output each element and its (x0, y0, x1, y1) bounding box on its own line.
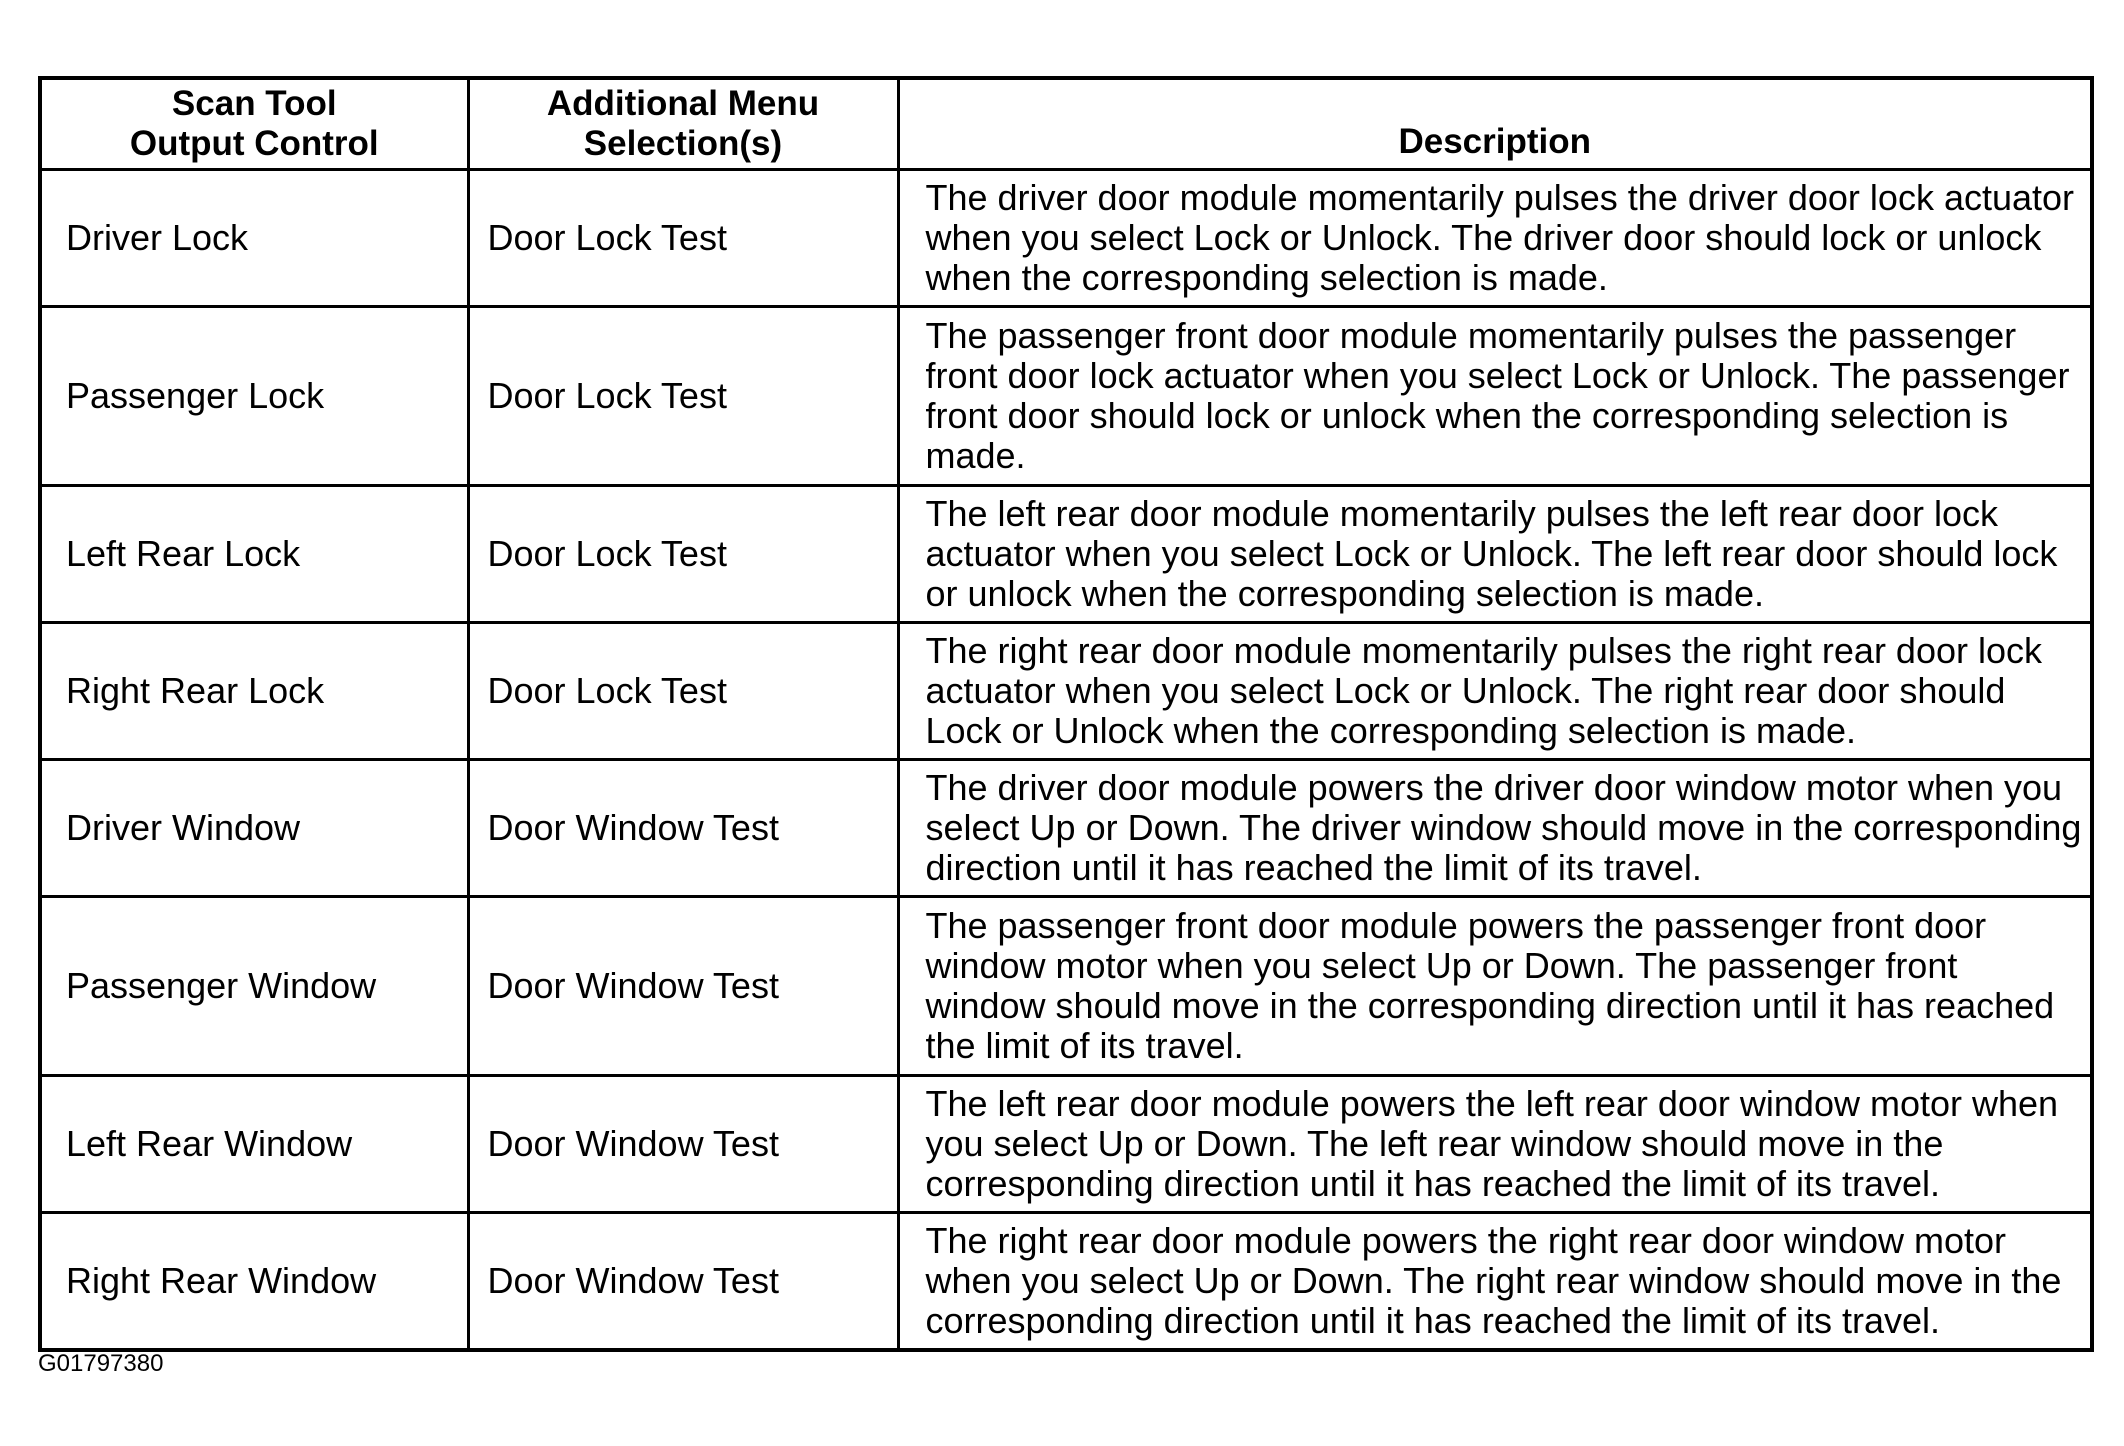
output-control-cell: Right Rear Window (40, 1213, 468, 1351)
table-row (40, 1076, 2092, 1213)
output-control-cell: Left Rear Lock (40, 486, 468, 623)
description-cell: The right rear door module momentarily pulses the right rear door lock actuator when you select Lock or Unlock. The right rear door should Lock or Unlock when the corresponding selection is made. (898, 623, 2092, 760)
header-col1-line1: Scan Tool (171, 84, 337, 123)
output-control-cell: Passenger Window (40, 897, 468, 1076)
menu-selection-cell: Door Lock Test (468, 486, 898, 623)
menu-selection-cell: Door Window Test (468, 760, 898, 897)
header-scan-tool-output-control (40, 78, 468, 170)
table-row (40, 897, 2092, 1076)
header-col2-line1: Additional Menu (546, 84, 820, 123)
description-cell: The passenger front door module powers the passenger front door window motor when you select Up or Down. The passenger front window should move in the corresponding direction until it has reached the limit of its travel. (898, 897, 2092, 1076)
table-header-row (40, 78, 2092, 170)
description-cell: The right rear door module powers the right rear door window motor when you select Up or Down. The right rear window should move in the corresponding direction until it has reached the limit of its travel. (898, 1213, 2092, 1351)
table-row (40, 307, 2092, 486)
menu-selection-cell: Door Lock Test (468, 307, 898, 486)
header-additional-menu-selections (468, 78, 898, 170)
table-row (40, 1213, 2092, 1351)
output-control-cell: Passenger Lock (40, 307, 468, 486)
header-col3: Description (1398, 122, 1592, 161)
output-control-cell: Left Rear Window (40, 1076, 468, 1213)
table-row (40, 486, 2092, 623)
output-control-cell: Driver Lock (40, 170, 468, 307)
output-control-table (38, 76, 2094, 1352)
header-col1-line2: Output Control (129, 124, 379, 163)
table-row (40, 623, 2092, 760)
table-row (40, 760, 2092, 897)
description-cell: The driver door module momentarily pulses the driver door lock actuator when you select Lock or Unlock. The driver door should lock or unlock when the corresponding selection is made. (898, 170, 2092, 307)
header-col2-line2: Selection(s) (583, 124, 783, 163)
menu-selection-cell: Door Lock Test (468, 170, 898, 307)
table-row (40, 170, 2092, 307)
description-cell: The driver door module powers the driver door window motor when you select Up or Down. The driver window should move in the corresponding direction until it has reached the limit of its travel. (898, 760, 2092, 897)
figure-id: G01797380 (38, 1350, 164, 1377)
description-cell: The left rear door module momentarily pulses the left rear door lock actuator when you select Lock or Unlock. The left rear door should lock or unlock when the corresponding selection is made. (898, 486, 2092, 623)
description-cell: The passenger front door module momentarily pulses the passenger front door lock actuator when you select Lock or Unlock. The passenger front door should lock or unlock when the corresponding selection is made. (898, 307, 2092, 486)
header-description (898, 78, 2092, 170)
output-control-cell: Driver Window (40, 760, 468, 897)
description-cell: The left rear door module powers the left rear door window motor when you select Up or Down. The left rear window should move in the corresponding direction until it has reached the limit of its travel. (898, 1076, 2092, 1213)
output-control-cell: Right Rear Lock (40, 623, 468, 760)
menu-selection-cell: Door Window Test (468, 897, 898, 1076)
menu-selection-cell: Door Lock Test (468, 623, 898, 760)
menu-selection-cell: Door Window Test (468, 1213, 898, 1351)
menu-selection-cell: Door Window Test (468, 1076, 898, 1213)
